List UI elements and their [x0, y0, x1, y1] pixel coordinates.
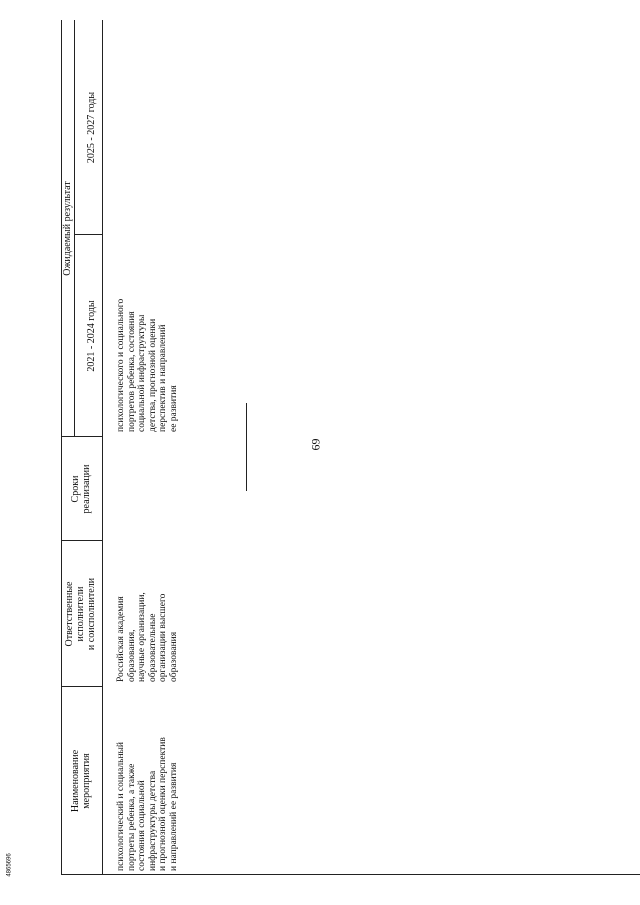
header-responsible: Ответственные исполнители и соисполнители — [64, 577, 97, 651]
row-responsible: Российская академия образования, научные организации, образовательные организации высшего образования — [116, 592, 179, 682]
row-period-1: психологического и социального портретов ребенка, состояния социальной инфраструктуры детства, прогнозной оценки перспектив и направлений ее развития — [116, 298, 179, 432]
header-period-2: 2025 - 2027 годы — [86, 91, 97, 164]
header-terms: Сроки реализации — [70, 464, 92, 514]
header-name: Наименование мероприятия — [70, 749, 92, 813]
row-name: психологический и социальный портреты ребенка, а также состояния социальной инфраструктуры детства и прогнозной оценки перспектив и направлений ее развития — [116, 737, 179, 871]
header-expected-result: Ожидаемый результат — [62, 181, 73, 276]
document-id: 4865696 — [6, 853, 13, 877]
header-period-1: 2021 - 2024 годы — [86, 300, 97, 372]
page-number: 69 — [308, 438, 323, 451]
